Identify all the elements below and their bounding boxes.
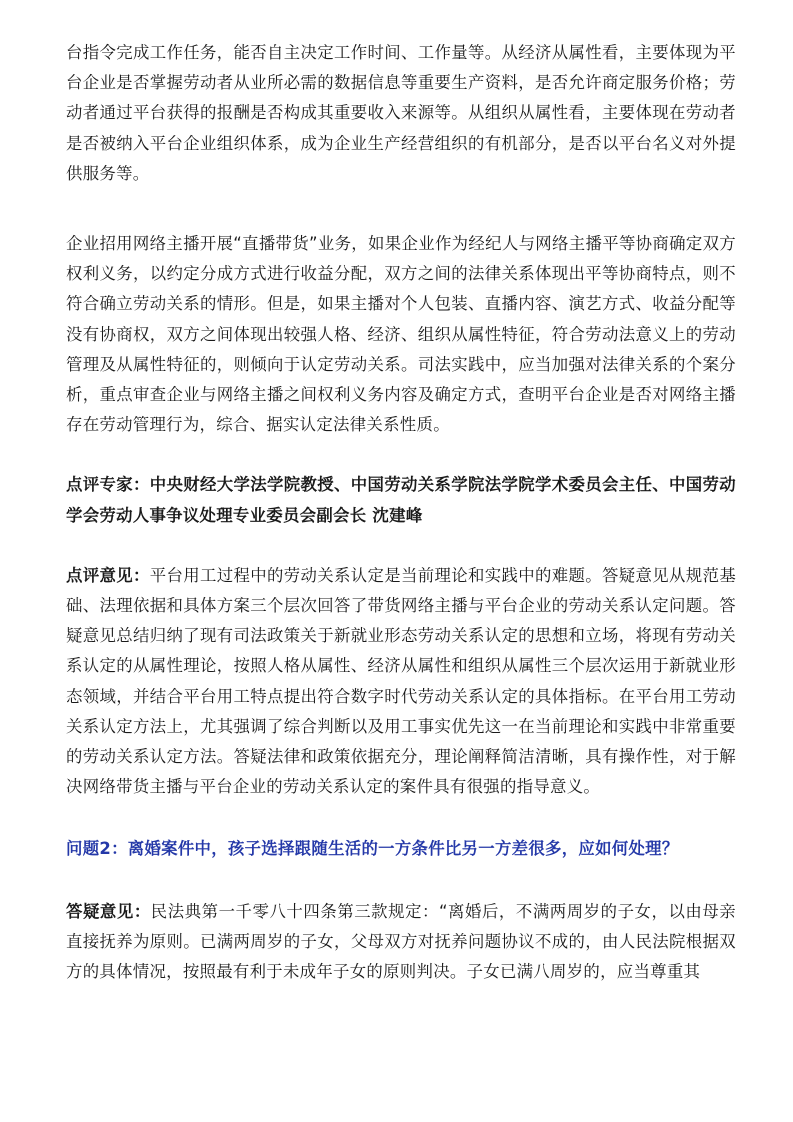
review-comment bbox=[66, 561, 736, 803]
answer-opinion-text: 民法典第一千零八十四条第三款规定：“离婚后，不满两周岁的子女，以由母亲直接抚养为原则。已满两周岁的子女，父母双方对抚养问题协议不成的，由人民法院根据双方的具体情况，按照最有利于未成年子女的原则判决。子女已满八周岁的，应当尊重其 bbox=[66, 901, 737, 982]
expert-reviewer: 点评专家：中央财经大学法学院教授、中国劳动关系学院法学院学术委员会主任、中国劳动学会劳动人事争议处理专业委员会副会长 沈建峰 bbox=[66, 475, 736, 525]
paragraph-live-streaming: 企业招用网络主播开展“直播带货”业务，如果企业作为经纪人与网络主播平等协商确定双方权利义务，以约定分成方式进行收益分配，双方之间的法律关系体现出平等协商特点，则不符合确立劳动关系的情形。但是，如果主播对个人包装、直播内容、演艺方式、收益分配等没有协商权，双方之间体现出较强人格、经济、组织从属性特征，符合劳动法意义上的劳动管理及从属性特征的，则倾向于认定劳动关系。司法实践中，应当加强对法律关系的个案分析，重点审查企业与网络主播之间权利义务内容及确定方式，查明平台企业是否对网络主播存在劳动管理行为，综合、据实认定法律关系性质。 bbox=[66, 234, 736, 435]
answer-opinion bbox=[66, 897, 736, 988]
question-heading: 问题2：离婚案件中，孩子选择跟随生活的一方条件比另一方差很多，应如何处理？ bbox=[66, 839, 679, 859]
review-comment-label: 点评意见： bbox=[66, 565, 150, 585]
document-page bbox=[66, 38, 736, 987]
review-comment-text: 平台用工过程中的劳动关系认定是当前理论和实践中的难题。答疑意见从规范基础、法理依据和具体方案三个层次回答了带货网络主播与平台企业的劳动关系认定问题。答疑意见总结归纳了现有司法政策关于新就业形态劳动关系认定的思想和立场，将现有劳动关系认定的从属性理论，按照人格从属性、经济从属性和组织从属性三个层次运用于新就业形态领域，并结合平台用工特点提出符合数字时代劳动关系认定的具体指标。在平台用工劳动关系认定方法上，尤其强调了综合判断以及用工事实优先这一在当前理论和实践中非常重要的劳动关系认定方法。答疑法律和政策依据充分，理论阐释简洁清晰，具有操作性，对于解决网络带货主播与平台企业的劳动关系认定的案件具有很强的指导意义。 bbox=[66, 565, 737, 797]
paragraph-platform-subordination: 台指令完成工作任务，能否自主决定工作时间、工作量等。从经济从属性看，主要体现为平台企业是否掌握劳动者从业所必需的数据信息等重要生产资料，是否允许商定服务价格；劳动者通过平台获得的报酬是否构成其重要收入来源等。从组织从属性看，主要体现在劳动者是否被纳入平台企业组织体系，成为企业生产经营组织的有机部分，是否以平台名义对外提供服务等。 bbox=[66, 43, 736, 183]
answer-opinion-label: 答疑意见： bbox=[66, 901, 151, 921]
